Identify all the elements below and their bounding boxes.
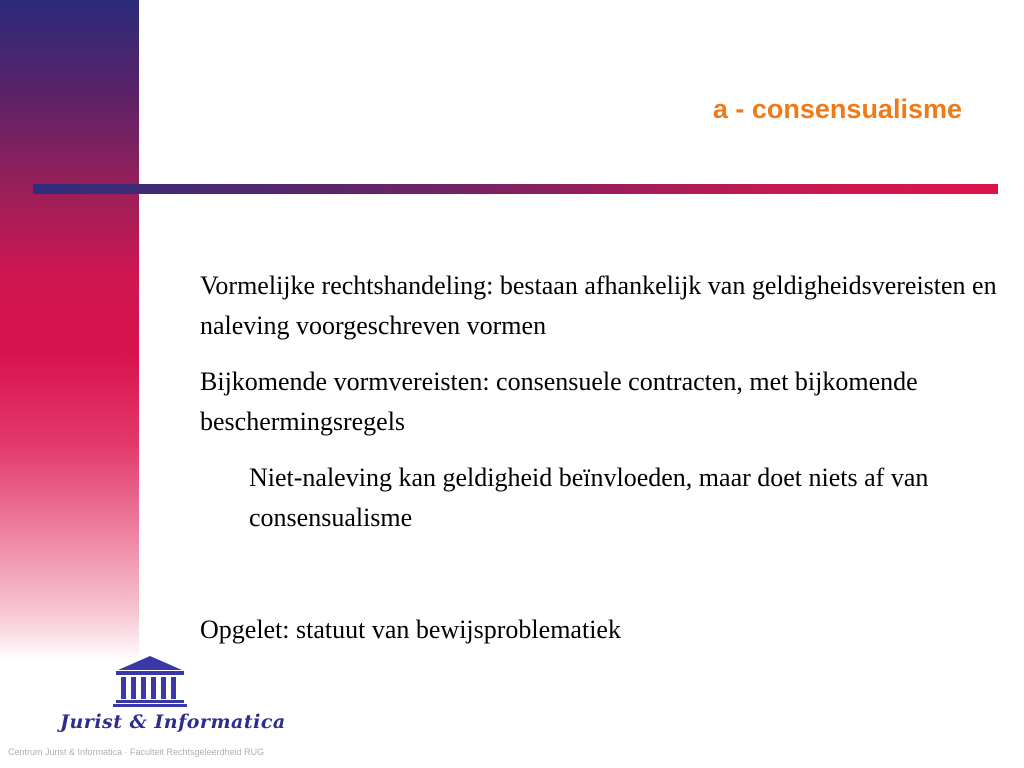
- paragraph-opgelet: Opgelet: statuut van bewijsproblematiek: [200, 615, 621, 644]
- paragraph-bijkomende: Bijkomende vormvereisten: consensuele contracten, met bijkomende beschermingsregels: [200, 367, 918, 436]
- footer-credit: Centrum Jurist & Informatica · Faculteit Rechtsgeleerdheid RUG: [8, 747, 265, 757]
- logo-wordmark: Jurist & Informatica: [60, 711, 286, 733]
- paragraph-vormelijke: Vormelijke rechtshandeling: bestaan afhankelijk van geldigheidsvereisten en naleving voorgeschreven vormen: [200, 271, 997, 340]
- paragraph-niet-naleving: Niet-naleving kan geldigheid beïnvloeden, maar doet niets af van consensualisme: [249, 463, 929, 532]
- slide-body: [200, 266, 1000, 666]
- slide-title: a - consensualisme: [712, 94, 962, 124]
- title-divider: [33, 184, 998, 194]
